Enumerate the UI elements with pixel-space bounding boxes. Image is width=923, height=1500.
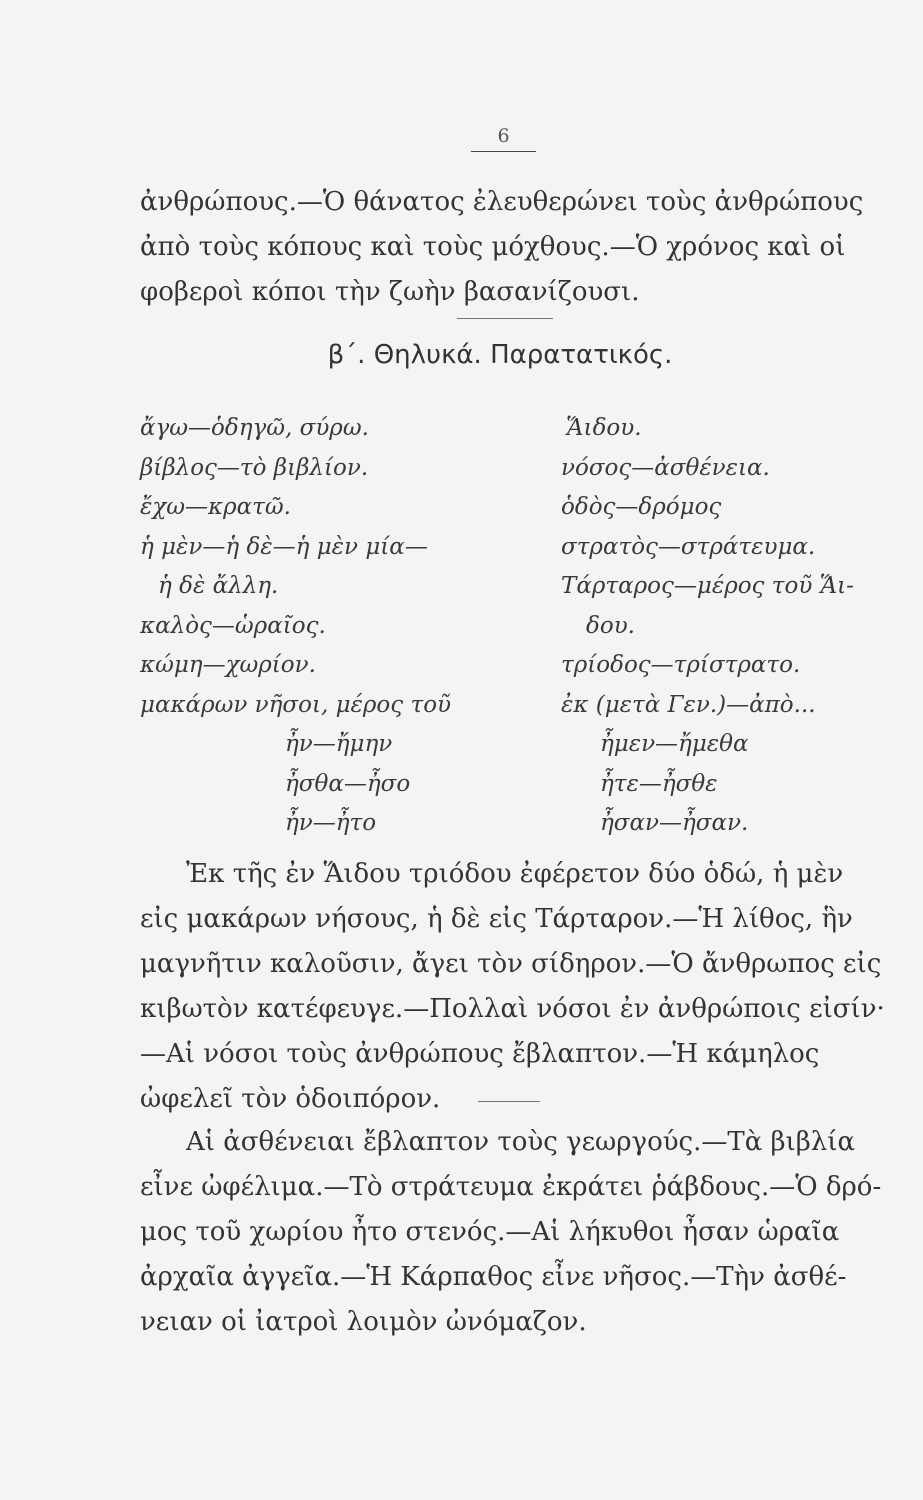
page-number: 6 [497, 125, 510, 147]
exercise-paragraph-1 [140, 852, 885, 1122]
vocab-entry: καλὸς—ὡραῖος. [140, 612, 326, 639]
verb-form: ἦσαν—ἦσαν. [600, 810, 749, 836]
vocab-entry: ὁδὸς—δρόμος [561, 494, 722, 520]
text-line: ἀνθρώπους.—Ὁ θάνατος ἐλευθερώνει τοὺς ἀνθρώπους [140, 187, 864, 217]
verb-form: ἦσθα—ἦσο [285, 770, 411, 797]
verb-form: ἦμεν—ἤμεθα [600, 731, 749, 757]
vocab-entry: τρίοδος—τρίστρατο. [561, 652, 801, 678]
vocab-entry: στρατὸς—στράτευμα. [561, 533, 816, 560]
exercise-paragraph-2 [140, 1120, 882, 1345]
vocab-entry: ἄγω—ὁδηγῶ, σύρω. [140, 415, 369, 441]
vocab-entry: κώμη—χωρίον. [140, 652, 316, 678]
vocab-entry: Ἅιδου. [566, 415, 642, 441]
intro-paragraph [140, 180, 864, 315]
verb-form: ἦτε—ἦσθε [600, 770, 718, 797]
vocab-entry: Τάρταρος—μέρος τοῦ Ἅι- [561, 573, 854, 599]
page-number-rule [471, 151, 536, 152]
text-line: εἰς μακάρων νήσους, ἡ δὲ εἰς Τάρταρον.—Ἡ λίθος, ἣν [140, 904, 853, 934]
section-heading: β΄. Θηλυκά. Παρατατικός. [327, 340, 673, 370]
text-line: νειαν οἱ ἰατροὶ λοιμὸν ὠνόμαζον. [140, 1307, 587, 1337]
text-line: εἶνε ὠφέλιμα.—Τὸ στράτευμα ἐκράτει ῥάβδους.—Ὁ δρό- [140, 1172, 882, 1202]
verb-form: ἦν—ἤμην [285, 731, 393, 757]
vocab-entry: δου. [586, 612, 635, 639]
vocabulary-left-column [140, 409, 451, 844]
text-line: Ἐκ τῆς ἐν Ἅιδου τριόδου ἐφέρετον δύο ὁδώ, ἡ μὲν [186, 859, 844, 889]
text-line: ὠφελεῖ τὸν ὁδοιπόρον. [140, 1084, 441, 1114]
text-line: ἀπὸ τοὺς κόπους καὶ τοὺς μόχθους.—Ὁ χρόνος καὶ οἱ [140, 232, 846, 262]
vocabulary-right-column [561, 409, 854, 844]
vocab-entry: ἐκ (μετὰ Γεν.)—ἀπὸ... [561, 691, 816, 718]
section-divider [478, 1101, 540, 1102]
vocab-entry: βίβλος—τὸ βιβλίον. [140, 454, 369, 481]
vocab-entry: ἡ μὲν—ἡ δὲ—ἡ μὲν μία— [140, 533, 428, 560]
vocab-entry: μακάρων νῆσοι, μέρος τοῦ [140, 691, 452, 718]
text-line: κιβωτὸν κατέφευγε.—Πολλαὶ νόσοι ἐν ἀνθρώποις εἰσίν· [140, 994, 885, 1024]
text-line: Αἱ ἀσθένειαι ἔβλαπτον τοὺς γεωργούς.—Τὰ βιβλία [186, 1127, 856, 1157]
section-divider [457, 318, 553, 319]
text-line: μος τοῦ χωρίου ἦτο στενός.—Αἱ λήκυθοι ἦσαν ὡραῖα [140, 1217, 840, 1247]
vocab-entry: ἔχω—κρατῶ. [140, 494, 291, 520]
text-line: μαγνῆτιν καλοῦσιν, ἄγει τὸν σίδηρον.—Ὁ ἄνθρωπος εἰς [140, 949, 882, 979]
text-line: ἀρχαῖα ἀγγεῖα.—Ἡ Κάρπαθος εἶνε νῆσος.—Τὴν ἀσθέ- [140, 1262, 847, 1292]
vocab-entry: νόσος—ἀσθένεια. [561, 454, 770, 481]
verb-form: ἦν—ἦτο [285, 810, 377, 836]
vocab-entry: ἡ δὲ ἄλλη. [158, 573, 279, 599]
text-line: —Αἱ νόσοι τοὺς ἀνθρώπους ἔβλαπτον.—Ἡ κάμηλος [140, 1039, 820, 1069]
text-line: φοβεροὶ κόποι τὴν ζωὴν βασανίζουσι. [140, 277, 640, 307]
